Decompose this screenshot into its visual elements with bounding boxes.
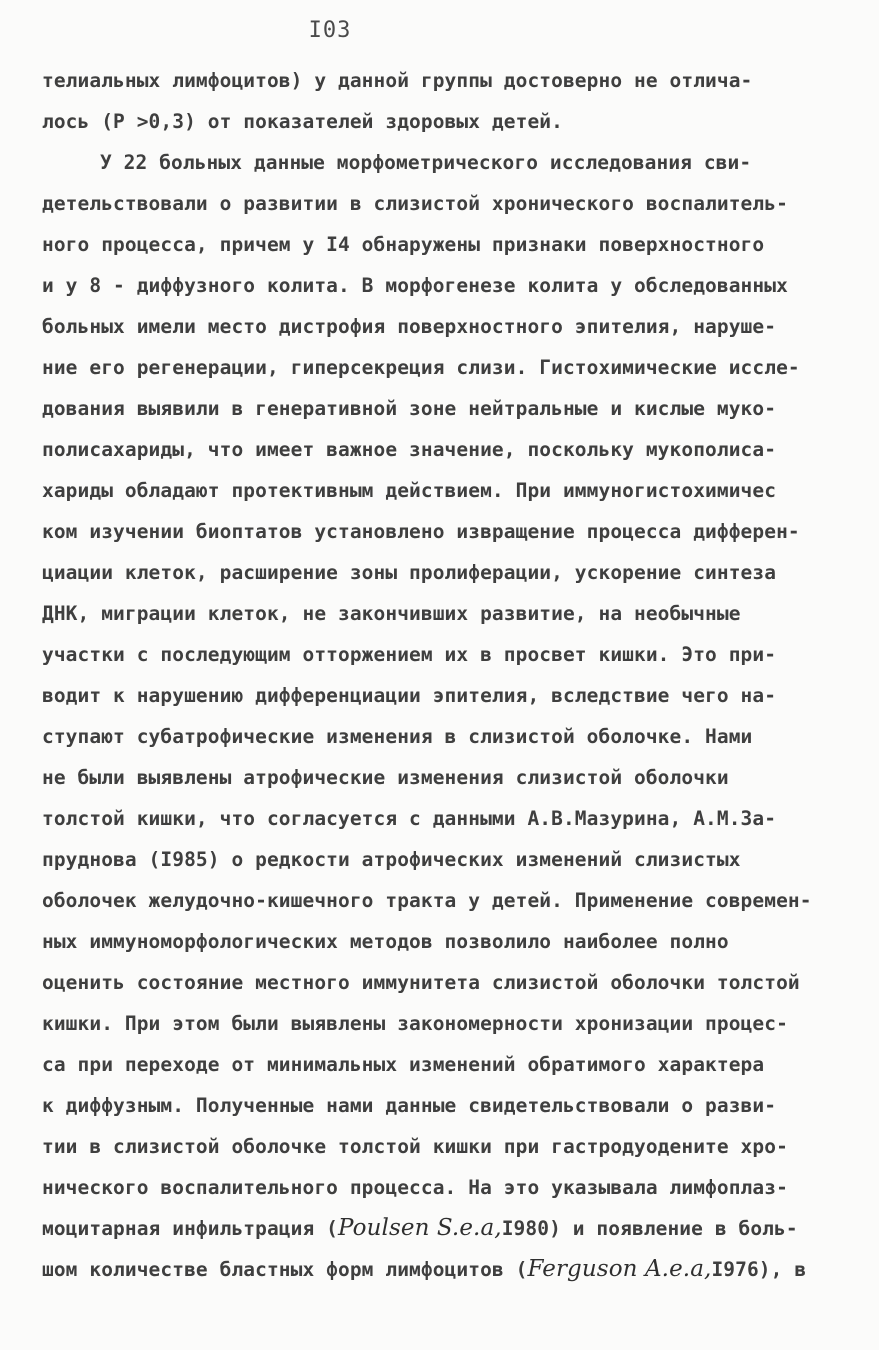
text-line: дования выявили в генеративной зоне нейтральные и кислые муко- [42,397,777,420]
text-line: циации клеток, расширение зоны пролиферации, ускорение синтеза [42,561,777,584]
text-line: хариды обладают протективным действием. При иммуногистохимичес [42,479,777,502]
text-line: са при переходе от минимальных изменений обратимого характера [42,1053,765,1076]
text-line: оболочек желудочно-кишечного тракта у детей. Применение современ- [42,889,812,912]
text-line: не были выявлены атрофические изменения слизистой оболочки [42,766,729,789]
text-line: к диффузным. Полученные нами данные свидетельствовали о разви- [42,1094,777,1117]
handwritten-citation: Poulsen S.e.a, [338,1215,502,1241]
text-line: толстой кишки, что согласуется с данными А.В.Мазурина, А.М.За- [42,807,777,830]
handwritten-citation: Ferguson A.e.a, [527,1256,712,1282]
text-line: нического воспалительного процесса. На это указывала лимфоплаз- [42,1176,788,1199]
text-line: тии в слизистой оболочке толстой кишки при гастродуодените хро- [42,1135,788,1158]
text-line: пруднова (I985) о редкости атрофических изменений слизистых [42,848,741,871]
text-line: ком изучении биоптатов установлено извращение процесса дифферен- [42,520,800,543]
text-line: ного процесса, причем у I4 обнаружены признаки поверхностного [42,233,765,256]
text-line: ступают субатрофические изменения в слизистой оболочке. Нами [42,725,753,748]
page-number: I03 [308,18,352,43]
text-line: участки с последующим отторжением их в просвет кишки. Это при- [42,643,777,666]
text-line: лось (Р >0,3) от показателей здоровых детей. [42,110,563,133]
text-line: оценить состояние местного иммунитета слизистой оболочки толстой [42,971,800,994]
text-line: и у 8 - диффузного колита. В морфогенезе колита у обследованных [42,274,788,297]
text-line: водит к нарушению дифференциации эпителия, вследствие чего на- [42,684,777,707]
text-line-with-citation [42,1208,842,1249]
text-segment: моцитарная инфильтрация ( [42,1217,338,1240]
text-line: больных имели место дистрофия поверхностного эпителия, наруше- [42,315,777,338]
text-line: ных иммуноморфологических методов позволило наиболее полно [42,930,729,953]
text-line: детельствовали о развитии в слизистой хронического воспалитель- [42,192,788,215]
text-line-with-citation [42,1249,842,1290]
text-line: телиальных лимфоцитов) у данной группы достоверно не отлича- [42,69,753,92]
text-segment: I980) и появление в боль- [501,1217,798,1240]
text-line: ние его регенерации, гиперсекреция слизи. Гистохимические иссле- [42,356,800,379]
text-line: кишки. При этом были выявлены закономерности хронизации процес- [42,1012,788,1035]
text-line: ДНК, миграции клеток, не закончивших развитие, на необычные [42,602,741,625]
text-segment: I976), в [711,1258,807,1281]
body-text [42,60,842,1290]
text-segment: шом количестве бластных форм лимфоцитов ( [42,1258,528,1281]
text-line: полисахариды, что имеет важное значение, поскольку мукополиса- [42,438,777,461]
paragraph-start-line: У 22 больных данные морфометрического исследования сви- [100,151,752,174]
